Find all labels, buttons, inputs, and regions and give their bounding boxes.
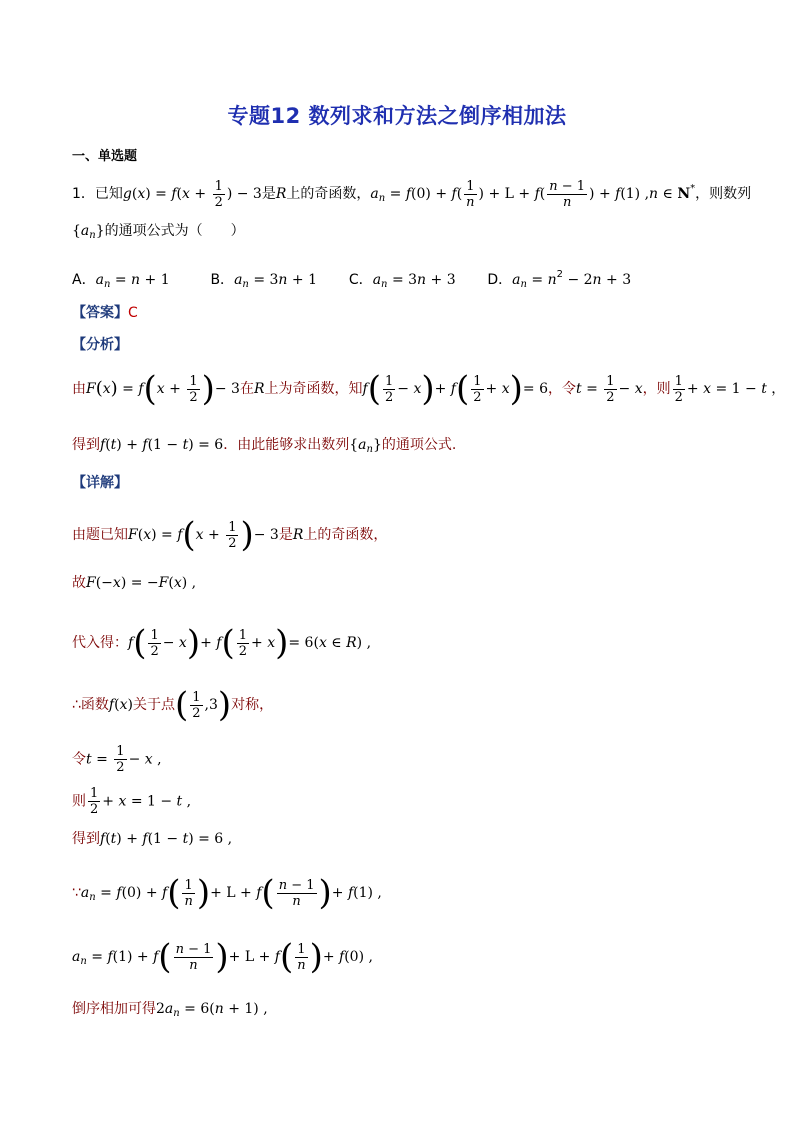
detail-line-10: 倒序相加可得$2a_n = 6(n + 1)$ ,	[72, 1001, 268, 1019]
option-b[interactable]: B．$a_n = 3n + 1$	[210, 272, 317, 290]
detail-line-1: 由题已知F(x) = f(x + $\frac{1}{2}$ )− 3是R上的奇函数，	[72, 515, 388, 555]
detail-label-line	[72, 472, 128, 494]
detail-line-5: 令t = $\frac{1}{2}$ − x ,	[72, 744, 162, 775]
detail-line-2: 故F(−x) = −F(x) ,	[72, 575, 197, 591]
analysis-line-2: 得到f(t) + f(1 − t) = 6．由此能够求出数列$\{a_n\}$的通项公式.	[72, 437, 457, 455]
answer-line	[72, 302, 138, 324]
page-title: 专题12 数列求和方法之倒序相加法	[227, 104, 567, 128]
detail-line-4: ∴函数f(x)关于点( $\frac{1}{2}$ ,3)对称，	[72, 685, 274, 725]
detail-line-3: 代入得：f( $\frac{1}{2}$ − x)+ f( $\frac{1}{2}$ + x)= 6(x ∈ R) ,	[72, 623, 372, 663]
section-heading: 一、单选题	[72, 149, 138, 164]
options-row	[72, 264, 632, 296]
detail-line-8: $\because a_n = f(0) + f$( $\frac{1}{n}$ )+ L + f( $\frac{n - 1}{n}$ )+ f(1) ,	[72, 873, 382, 913]
option-a[interactable]: A．$a_n = n + 1$	[72, 272, 170, 290]
answer-label: 【答案】	[72, 305, 128, 321]
detail-line-9: $a_n = f(1) + f$( $\frac{n - 1}{n}$ )+ L + f( $\frac{1}{n}$ )+ f(0) ,	[72, 937, 373, 977]
option-d[interactable]: D．$a_n = n^2 - 2n + 3$	[487, 269, 632, 290]
option-c[interactable]: C．$a_n = 3n + 3$	[348, 272, 456, 290]
detail-line-7: 得到f(t) + f(1 − t) = 6 ,	[72, 831, 233, 847]
analysis-line-1: 由F(x) = f(x + $\frac{1}{2}$ )− 3在R上为奇函数，知f( $\frac{1}{2}$ − x)+ f( $\frac{1}{2}$ + x)= 6，令t = $\frac{1}{2}$ − x，则 $\frac{1}{2}$ + x = 1 − t ，	[72, 369, 786, 409]
question-line-2: $\{a_n\}$的通项公式为（ ）	[72, 223, 245, 241]
analysis-label-line	[72, 334, 128, 356]
question-line-1: 1．已知g(x) = f(x + $\frac{1}{2}$ ) − 3是R上的奇函数，$a_n = f(0) + f$( $\frac{1}{n}$ ) + L + f( $\frac{n - 1}{n}$ ) + f(1) ,n ∈ N*，则数列	[72, 178, 752, 210]
detail-label: 【详解】	[72, 475, 128, 491]
answer-value: C	[128, 305, 138, 321]
detail-line-6: 则 $\frac{1}{2}$ + x = 1 − t ,	[72, 786, 192, 817]
analysis-label: 【分析】	[72, 337, 128, 353]
